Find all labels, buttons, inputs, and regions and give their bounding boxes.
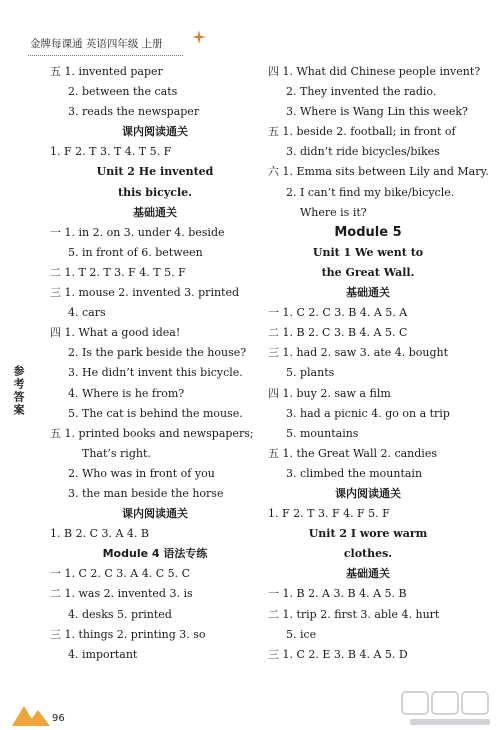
answer-line: 二 1. T 2. T 3. F 4. T 5. F bbox=[50, 265, 186, 279]
unit-heading: Unit 1 We went to bbox=[312, 245, 424, 259]
side-tab-label: 参考答案 bbox=[12, 365, 25, 417]
answer-line: 4. desks 5. printed bbox=[68, 607, 172, 621]
answer-line: 4. important bbox=[68, 647, 138, 661]
answer-line: 一 1. in 2. on 3. under 4. beside bbox=[50, 225, 225, 239]
answer-line: 五 1. printed books and newspapers; bbox=[50, 426, 254, 440]
unit-heading: clothes. bbox=[343, 547, 393, 561]
answer-line: 四 1. buy 2. saw a film bbox=[268, 386, 391, 400]
answer-line: 1. B 2. C 3. A 4. B bbox=[50, 527, 149, 541]
answer-line: 3. had a picnic 4. go on a trip bbox=[286, 406, 450, 420]
star-icon bbox=[192, 30, 206, 44]
left-answer-column bbox=[50, 62, 260, 665]
answer-line: 二 1. trip 2. first 3. able 4. hurt bbox=[268, 607, 440, 621]
answer-line: 一 1. C 2. C 3. B 4. A 5. A bbox=[268, 306, 408, 320]
answer-line: 3. didn’t ride bicycles/bikes bbox=[286, 145, 440, 159]
answer-line: 2. Who was in front of you bbox=[68, 466, 215, 480]
header-divider bbox=[28, 55, 183, 56]
answer-line: 三 1. had 2. saw 3. ate 4. bought bbox=[268, 346, 449, 360]
answer-line: 2. I can’t find my bike/bicycle. bbox=[286, 185, 455, 199]
page-number: 96 bbox=[52, 713, 65, 724]
answer-line: 2. Is the park beside the house? bbox=[68, 346, 247, 360]
section-heading: 课内阅读通关 bbox=[335, 486, 401, 500]
answer-line: 4. cars bbox=[68, 306, 106, 320]
watermark-logo-icon bbox=[400, 690, 495, 728]
section-heading: 基础通关 bbox=[346, 567, 390, 581]
answer-line: 一 1. C 2. C 3. A 4. C 5. C bbox=[50, 567, 191, 581]
answer-line: 1. F 2. T 3. T 4. T 5. F bbox=[50, 145, 172, 159]
section-heading: 基础通关 bbox=[346, 286, 390, 300]
answer-line: 2. between the cats bbox=[68, 85, 178, 99]
answer-line: 3. Where is Wang Lin this week? bbox=[286, 105, 468, 119]
answer-line: 二 1. B 2. C 3. B 4. A 5. C bbox=[268, 326, 408, 340]
answer-line: 六 1. Emma sits between Lily and Mary. bbox=[268, 165, 489, 179]
answer-line: 4. Where is he from? bbox=[68, 386, 185, 400]
section-heading: Module 4 语法专练 bbox=[102, 547, 208, 561]
answer-line: 二 1. was 2. invented 3. is bbox=[50, 587, 193, 601]
answer-line: Where is it? bbox=[300, 205, 367, 219]
answer-line: 3. climbed the mountain bbox=[286, 466, 423, 480]
unit-heading: this bicycle. bbox=[118, 185, 192, 199]
answer-line: 五 1. invented paper bbox=[50, 65, 163, 78]
section-heading: 课内阅读通关 bbox=[122, 507, 188, 521]
answer-line: 四 1. What a good idea! bbox=[50, 326, 181, 340]
answer-line: 三 1. C 2. E 3. B 4. A 5. D bbox=[268, 647, 408, 661]
answer-line: That’s right. bbox=[82, 446, 151, 460]
answer-line: 三 1. things 2. printing 3. so bbox=[50, 627, 206, 641]
answer-line: 1. F 2. T 3. F 4. F 5. F bbox=[268, 507, 390, 521]
section-heading: 基础通关 bbox=[133, 205, 177, 219]
mountain-logo-icon bbox=[12, 702, 52, 726]
answer-line: 5. mountains bbox=[286, 426, 359, 440]
answer-line: 5. plants bbox=[286, 366, 335, 380]
answer-line: 五 1. the Great Wall 2. candies bbox=[268, 446, 437, 460]
answer-line: 2. They invented the radio. bbox=[286, 85, 437, 99]
answer-line: 3. reads the newspaper bbox=[68, 105, 200, 119]
unit-heading: Unit 2 He invented bbox=[96, 165, 214, 179]
answer-line: 5. ice bbox=[286, 627, 317, 641]
answer-line: 3. the man beside the horse bbox=[68, 486, 224, 500]
answer-line: 5. The cat is behind the mouse. bbox=[68, 406, 243, 420]
answer-line: 5. in front of 6. between bbox=[68, 245, 203, 259]
running-header: 金牌每课通 英语四年级 上册 bbox=[30, 38, 163, 50]
right-answer-column bbox=[268, 62, 489, 665]
unit-heading: the Great Wall. bbox=[321, 265, 415, 279]
unit-heading: Unit 2 I wore warm bbox=[308, 527, 428, 541]
answer-line: 3. He didn’t invent this bicycle. bbox=[68, 366, 243, 380]
module-heading: Module 5 bbox=[334, 224, 402, 240]
answer-line: 一 1. B 2. A 3. B 4. A 5. B bbox=[268, 587, 407, 601]
answer-line: 四 1. What did Chinese people invent? bbox=[268, 65, 481, 78]
answer-line: 五 1. beside 2. football; in front of bbox=[268, 125, 456, 139]
answer-line: 三 1. mouse 2. invented 3. printed bbox=[50, 286, 240, 300]
section-heading: 课内阅读通关 bbox=[122, 125, 188, 139]
